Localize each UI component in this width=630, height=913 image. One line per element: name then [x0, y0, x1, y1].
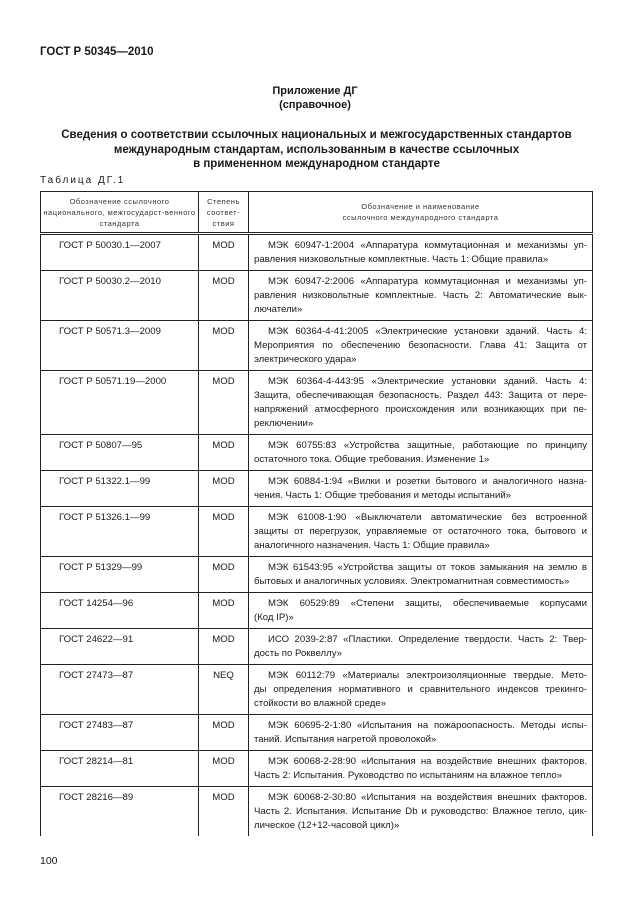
table-row: [41, 234, 593, 271]
description-line: бытовых и аналогичных условиях. Электромагнитная совместимость»: [254, 576, 570, 587]
international-standard-cell: [249, 665, 593, 715]
national-standard-cell: ГОСТ Р 51326.1—99: [41, 507, 199, 557]
national-standard-cell: ГОСТ Р 50571.19—2000: [41, 371, 199, 435]
international-standard-cell: [249, 234, 593, 271]
international-standard-cell: [249, 507, 593, 557]
description-line: равления низковольтные комплектные. Часть 2: Автоматические вык-: [254, 290, 587, 301]
international-standard-cell: [249, 471, 593, 507]
national-standard-cell: ГОСТ Р 50807—95: [41, 435, 199, 471]
table-row: [41, 321, 593, 371]
description-line: чения. Часть 1: Общие требования и методы испытаний»: [254, 490, 512, 501]
section-title: [40, 128, 593, 172]
appendix-heading: [0, 84, 630, 112]
description-line: МЭК 60364-4-443:95 «Электрические установки зданий. Часть 4:: [268, 376, 587, 387]
description-line: электрического удара»: [254, 354, 357, 365]
international-standard-cell: [249, 715, 593, 751]
national-standard-cell: ГОСТ Р 51329—99: [41, 557, 199, 593]
description-line: защиты от перегрузок, управляемые от остаточного тока, бытового и: [254, 526, 587, 537]
description-line: лючатели»: [254, 304, 303, 315]
description-line: МЭК 60529:89 «Степени защиты, обеспечиваемые корпусами: [268, 598, 587, 609]
description-line: МЭК 60068-2-28:90 «Испытания на воздействие внешних факторов.: [268, 756, 587, 767]
table-row: [41, 557, 593, 593]
description-line: МЭК 60947-1:2004 «Аппаратура коммутационная и механизмы уп-: [268, 240, 587, 251]
header-degree: Степень соответ-ствия: [199, 192, 249, 234]
national-standard-cell: ГОСТ Р 50571.3—2009: [41, 321, 199, 371]
description-line: (Код IP)»: [254, 612, 294, 623]
table-row: [41, 507, 593, 557]
section-title-line: Сведения о соответствии ссылочных национальных и межгосударственных стандартов: [61, 129, 572, 141]
international-standard-cell: [249, 751, 593, 787]
international-standard-cell: [249, 787, 593, 837]
section-title-line: в примененном международном стандарте: [193, 158, 440, 170]
description-line: Защита, обеспечивающая безопасность. Раздел 443: Защита от пере-: [254, 390, 587, 401]
table-row: [41, 751, 593, 787]
national-standard-cell: ГОСТ 27473—87: [41, 665, 199, 715]
degree-cell: MOD: [199, 321, 249, 371]
page-number: 100: [40, 855, 58, 867]
national-standard-cell: ГОСТ Р 50030.1—2007: [41, 234, 199, 271]
description-line: МЭК 60947-2:2006 «Аппаратура коммутационная и механизмы уп-: [268, 276, 587, 287]
international-standard-cell: [249, 593, 593, 629]
description-line: МЭК 61543:95 «Устройства защиты от токов замыкания на землю в: [268, 562, 587, 573]
degree-cell: MOD: [199, 629, 249, 665]
description-line: ИСО 2039-2:87 «Пластики. Определение твердости. Часть 2: Твер-: [268, 634, 587, 645]
description-line: Часть 2. Испытания. Испытание Db и руководство: Влажное тепло, цик-: [254, 806, 587, 817]
international-standard-cell: [249, 629, 593, 665]
table-row: [41, 715, 593, 751]
degree-cell: MOD: [199, 787, 249, 837]
national-standard-cell: ГОСТ 27483—87: [41, 715, 199, 751]
degree-cell: MOD: [199, 715, 249, 751]
degree-cell: MOD: [199, 507, 249, 557]
description-line: МЭК 61008-1:90 «Выключатели автоматические без встроенной: [268, 512, 587, 523]
header-international-standard: Обозначение и наименование ссылочного международного стандарта: [249, 192, 593, 234]
description-line: МЭК 60364-4-41:2005 «Электрические установки зданий. Часть 4:: [268, 326, 587, 337]
description-line: остаточного тока. Общие требования. Изменение 1»: [254, 454, 490, 465]
description-line: таний. Испытания нагретой проволокой»: [254, 734, 437, 745]
description-line: МЭК 60755:83 «Устройства защитные, работающие по принципу: [268, 440, 587, 451]
table-label: Таблица ДГ.1: [40, 175, 126, 186]
degree-cell: MOD: [199, 471, 249, 507]
degree-cell: NEQ: [199, 665, 249, 715]
national-standard-cell: ГОСТ 28214—81: [41, 751, 199, 787]
degree-cell: MOD: [199, 751, 249, 787]
description-line: МЭК 60884-1:94 «Вилки и розетки бытового и аналогичного назна-: [268, 476, 587, 487]
description-line: МЭК 60695-2-1:80 «Испытания на пожароопасность. Методы испы-: [268, 720, 587, 731]
degree-cell: MOD: [199, 435, 249, 471]
international-standard-cell: [249, 321, 593, 371]
table-row: [41, 629, 593, 665]
international-standard-cell: [249, 271, 593, 321]
description-line: ды определения нормативного и сравнительного индексов трекинго-: [254, 684, 587, 695]
section-title-line: международным стандартам, использованным в качестве ссылочных: [113, 143, 520, 156]
description-line: стойкости во влажной среде»: [254, 698, 387, 709]
international-standard-cell: [249, 435, 593, 471]
description-line: лическое (12+12-часовой цикл)»: [254, 820, 400, 831]
description-line: Мероприятия по обеспечению безопасности. Глава 41: Защита от: [254, 340, 587, 351]
table-row: [41, 593, 593, 629]
description-line: дость по Роквеллу»: [254, 648, 342, 659]
description-line: реключении»: [254, 418, 314, 429]
description-line: МЭК 60068-2-30:80 «Испытания на воздействия внешних факторов.: [268, 792, 587, 803]
table-row: [41, 371, 593, 435]
national-standard-cell: ГОСТ 14254—96: [41, 593, 199, 629]
table-header-row: [41, 192, 593, 234]
national-standard-cell: ГОСТ 28216—89: [41, 787, 199, 837]
description-line: равления низковольтные комплектные. Часть 1: Общие правила»: [254, 254, 549, 265]
description-line: Часть 2: Испытания. Руководство по испытаниям на влажное тепло»: [254, 770, 563, 781]
appendix-title: Приложение ДГ: [272, 85, 358, 97]
national-standard-cell: ГОСТ Р 51322.1—99: [41, 471, 199, 507]
description-line: напряжений атмосферного происхождения или возникающих при пе-: [254, 404, 587, 415]
degree-cell: MOD: [199, 234, 249, 271]
standards-table: [40, 191, 593, 836]
header-national-standard: Обозначение ссылочного национального, межгосударст-венного стандарта: [41, 192, 199, 234]
degree-cell: MOD: [199, 593, 249, 629]
national-standard-cell: ГОСТ 24622—91: [41, 629, 199, 665]
degree-cell: MOD: [199, 271, 249, 321]
table-row: [41, 435, 593, 471]
table-row: [41, 665, 593, 715]
international-standard-cell: [249, 557, 593, 593]
degree-cell: MOD: [199, 371, 249, 435]
description-line: аналогичного назначения. Часть 1: Общие правила»: [254, 540, 490, 551]
national-standard-cell: ГОСТ Р 50030.2—2010: [41, 271, 199, 321]
table-row: [41, 271, 593, 321]
appendix-subtitle: (справочное): [279, 99, 351, 111]
degree-cell: MOD: [199, 557, 249, 593]
document-code: ГОСТ Р 50345—2010: [40, 46, 154, 58]
table-row: [41, 787, 593, 837]
international-standard-cell: [249, 371, 593, 435]
table-row: [41, 471, 593, 507]
description-line: МЭК 60112:79 «Материалы электроизоляционные твердые. Мето-: [268, 670, 587, 681]
